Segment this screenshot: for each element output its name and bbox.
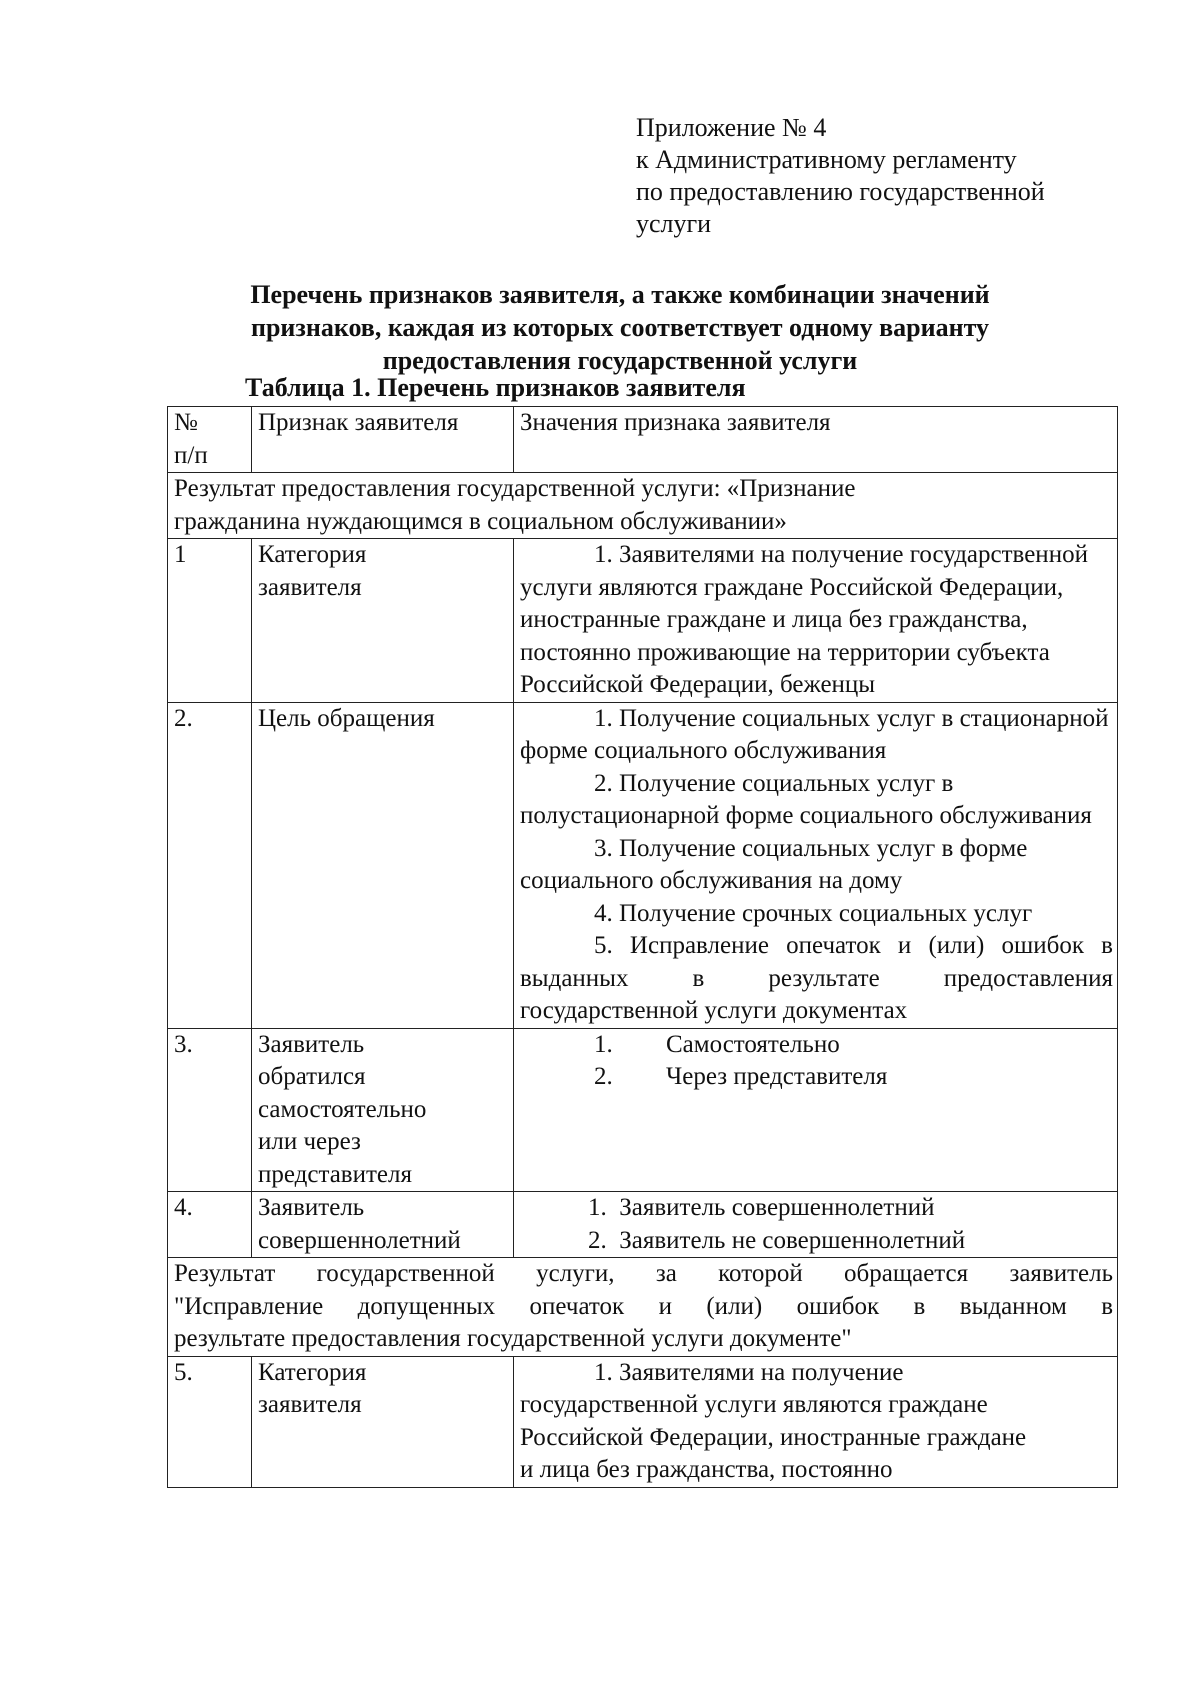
table-row	[168, 1356, 1118, 1487]
section-row	[168, 1258, 1118, 1357]
row-num: 3.	[168, 1028, 252, 1192]
header-values: Значения признака заявителя	[514, 407, 1118, 473]
list-number: 2.	[594, 1063, 613, 1090]
list-text: Через представителя	[666, 1063, 888, 1090]
row-attribute	[252, 1192, 514, 1258]
attribute-line: совершеннолетний	[258, 1226, 461, 1254]
row-num: 1	[168, 539, 252, 703]
section-line: Результат предоставления государственной услуги: «Признание	[174, 475, 856, 502]
row-attribute	[252, 539, 514, 703]
section-line: гражданина нуждающимся в социальном обслуживании»	[174, 507, 787, 535]
value-line: и лица без гражданства, постоянно	[520, 1456, 893, 1483]
list-item	[520, 1225, 1113, 1258]
attribute-line: Категория	[258, 1358, 367, 1386]
value-paragraph: 3. Получение социальных услуг в форме социального обслуживания на дому	[520, 834, 1028, 894]
title-line: Перечень признаков заявителя, а также комбинации значений	[250, 280, 990, 309]
row-attribute	[252, 1028, 514, 1192]
appendix-header	[636, 112, 1106, 240]
document-title	[160, 278, 1080, 377]
attribute-line: обратился	[258, 1063, 366, 1090]
row-attribute: Цель обращения	[252, 702, 514, 1028]
list-number: 1.	[588, 1194, 607, 1221]
attribute-line: Заявитель	[258, 1030, 365, 1058]
value-line: 1. Заявителями на получение	[594, 1358, 904, 1386]
table-caption: Таблица 1. Перечень признаков заявителя	[245, 373, 746, 402]
attribute-line: представителя	[258, 1160, 412, 1188]
attributes-table	[167, 406, 1118, 1488]
value-paragraph: 2. Получение социальных услуг в полустационарной форме социального обслуживания	[520, 769, 1092, 829]
table-row	[168, 1028, 1118, 1192]
attribute-line: заявителя	[258, 1391, 362, 1418]
row-attribute	[252, 1356, 514, 1487]
value-paragraph: 1. Заявителями на получение государственной услуги являются граждане Российской Федерации, иностранные граждане и лица без гражданства, постоянно проживающие на территории субъекта Российской Федерации, беженцы	[520, 541, 1088, 698]
table-row	[168, 702, 1118, 1028]
appendix-line: по предоставлению государственной	[636, 177, 1045, 206]
row-values	[514, 539, 1118, 703]
attribute-line: или через	[258, 1128, 361, 1155]
list-text: Самостоятельно	[666, 1030, 840, 1058]
row-num: 5.	[168, 1356, 252, 1487]
table-row	[168, 1192, 1118, 1258]
header-num-line: п/п	[174, 441, 208, 469]
row-num: 4.	[168, 1192, 252, 1258]
row-values	[514, 1192, 1118, 1258]
list-text: Заявитель совершеннолетний	[619, 1194, 935, 1221]
value-paragraph: 4. Получение срочных социальных услуг	[594, 899, 1033, 927]
title-line: предоставления государственной услуги	[382, 346, 858, 375]
list-text: Заявитель не совершеннолетний	[619, 1226, 966, 1254]
appendix-line: Приложение № 4	[636, 113, 827, 142]
section-row	[168, 473, 1118, 539]
table-row	[168, 539, 1118, 703]
row-values	[514, 702, 1118, 1028]
section-line: Результат государственной услуги, за которой обращается заявитель	[174, 1260, 1113, 1287]
section-result-1	[168, 473, 1118, 539]
list-item	[520, 1192, 1113, 1225]
list-number: 1.	[594, 1030, 613, 1058]
appendix-line: услуги	[636, 209, 712, 238]
value-line: государственной услуги являются граждане	[520, 1391, 988, 1418]
section-line: результате предоставления государственной услуги документе"	[174, 1325, 852, 1352]
header-num	[168, 407, 252, 473]
appendix-line: к Административному регламенту	[636, 145, 1017, 174]
row-values	[514, 1356, 1118, 1487]
value-paragraph: 5. Исправление опечаток и (или) ошибок в выданных в результате предоставления государственной услуги документах	[520, 932, 1113, 1024]
attribute-line: Заявитель	[258, 1194, 365, 1221]
title-line: признаков, каждая из которых соответствует одному варианту	[250, 313, 990, 342]
value-paragraph: 1. Получение социальных услуг в стационарной форме социального обслуживания	[520, 704, 1109, 764]
header-num-line: №	[174, 409, 198, 436]
value-line: Российской Федерации, иностранные граждане	[520, 1423, 1027, 1451]
table-header-row	[168, 407, 1118, 473]
list-number: 2.	[588, 1226, 607, 1254]
attribute-line: самостоятельно	[258, 1095, 427, 1123]
section-line: "Исправление допущенных опечаток и (или) ошибок в выданном в	[174, 1292, 1113, 1320]
row-values	[514, 1028, 1118, 1192]
list-item	[520, 1029, 1113, 1062]
attribute-line: Категория	[258, 541, 367, 568]
attribute-line: заявителя	[258, 573, 362, 601]
row-num: 2.	[168, 702, 252, 1028]
header-attribute: Признак заявителя	[252, 407, 514, 473]
list-item	[520, 1061, 1113, 1094]
section-result-2	[168, 1258, 1118, 1357]
